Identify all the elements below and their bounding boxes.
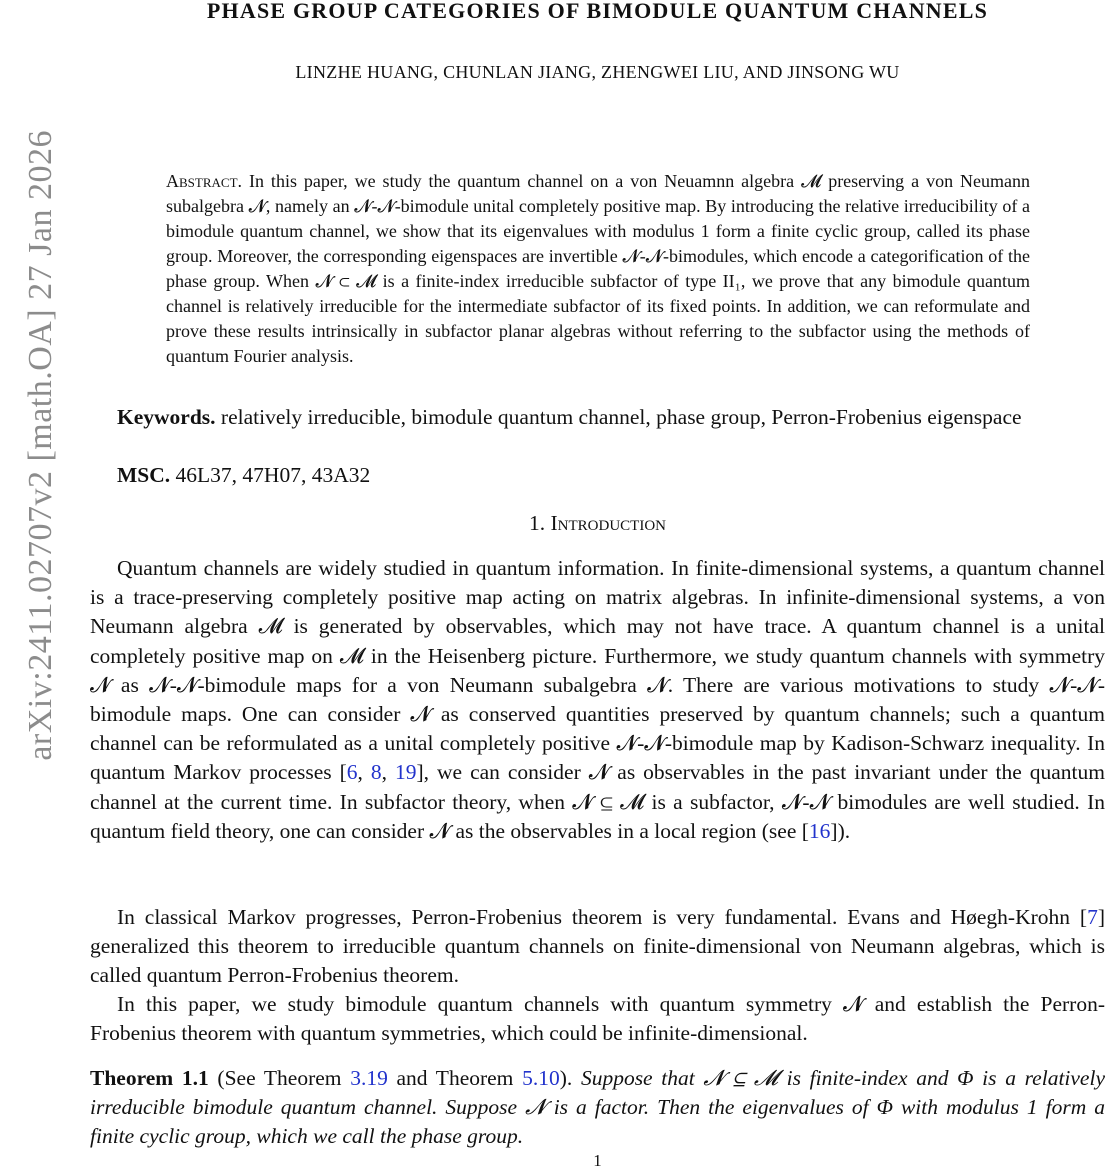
section-title: Introduction: [550, 511, 666, 535]
theorem-see: (See Theorem: [217, 1066, 351, 1090]
citation-separator: ,: [357, 760, 371, 785]
paragraph-text: ] generalized this theorem to irreducible quantum channels on finite-dimensional von Neumann algebras, which is called quantum Perron-Frobenius theorem.: [90, 905, 1105, 988]
citation-link[interactable]: 6: [346, 760, 358, 785]
page-number: 1: [593, 1151, 602, 1170]
theorem-ref-link[interactable]: 3.19: [350, 1066, 388, 1090]
msc-text: 46L37, 47H07, 43A32: [175, 463, 371, 487]
keywords: [90, 403, 1105, 432]
keywords-label: Keywords.: [117, 405, 216, 429]
paragraph-this-paper: In this paper, we study bimodule quantum channels with quantum symmetry 𝓝 and establish the Perron-Frobenius theorem with quantum symmetries, which could be infinite-dimensional.: [90, 992, 1105, 1046]
paragraph-text: ], we can consider 𝓝 as observables in the past invariant under the quantum channel at the current time. In subfactor theory, when 𝓝 ⊆ 𝓜 is a subfactor, 𝓝-𝓝 bimodules are well studied. In quantum field theory, one can consider 𝓝 as the observables in a local region (see [: [90, 760, 1105, 843]
theorem-ref-link[interactable]: 5.10: [522, 1066, 560, 1090]
section-heading: [90, 511, 1105, 536]
keywords-text: relatively irreducible, bimodule quantum channel, phase group, Perron-Frobenius eigenspace: [220, 405, 1022, 429]
citation-link[interactable]: 7: [1087, 905, 1098, 929]
section-number: 1.: [529, 511, 546, 535]
paragraph-text: In classical Markov progresses, Perron-Frobenius theorem is very fundamental. Evans and Høegh-Krohn [: [117, 905, 1088, 929]
theorem-see: and Theorem: [387, 1066, 523, 1090]
theorem-statement: Suppose that 𝓝 ⊆ 𝓜 is finite-index and Φ is a relatively irreducible bimodule quantum channel. Suppose 𝓝 is a factor. Then the eigenvalues of Φ with modulus 1 form a finite cyclic group, which we call the phase group.: [90, 1066, 1105, 1149]
citation-link[interactable]: 16: [808, 818, 831, 843]
paragraph-text: ]).: [830, 818, 851, 843]
paragraph-intro: [90, 554, 1105, 846]
abstract: [166, 169, 1030, 369]
author-list: LINZHE HUANG, CHUNLAN JIANG, ZHENGWEI LIU, AND JINSONG WU: [295, 62, 900, 82]
msc-codes: [117, 461, 370, 490]
paragraph-perron-frobenius: [90, 903, 1105, 991]
paragraph-text: Quantum channels are widely studied in quantum information. In finite-dimensional systems, a quantum channel is a trace-preserving completely positive map acting on matrix algebras. In infinite-dimensional systems, a von Neumann algebra 𝓜 is generated by observables, which may not have trace. A quantum channel is a unital completely positive map on 𝓜 in the Heisenberg picture. Furthermore, we study quantum channels with symmetry 𝓝 as 𝓝-𝓝-bimodule maps for a von Neumann subalgebra 𝓝. There are various motivations to study 𝓝-𝓝-bimodule maps. One can consider 𝓝 as conserved quantities preserved by quantum channels; such a quantum channel can be reformulated as a unital completely positive 𝓝-𝓝-bimodule map by Kadison-Schwarz inequality. In quantum Markov processes [: [90, 556, 1105, 785]
theorem-label: Theorem 1.1: [90, 1066, 209, 1090]
msc-label: MSC.: [117, 463, 171, 487]
theorem-1-1: [90, 1064, 1105, 1152]
citation-separator: ,: [381, 760, 396, 785]
abstract-text: In this paper, we study the quantum channel on a von Neuamnn algebra 𝓜 preserving a von Neumann subalgebra 𝓝, namely an 𝓝-𝓝-bimodule unital completely positive map. By introducing the relative irreducibility of a bimodule quantum channel, we show that its eigenvalues with modulus 1 form a finite cyclic group, called its phase group. Moreover, the corresponding eigenspaces are invertible 𝓝-𝓝-bimodules, which encode a categorification of the phase group. When 𝓝 ⊂ 𝓜 is a finite-index irreducible subfactor of type II₁, we prove that any bimodule quantum channel is relatively irreducible for the intermediate subfactor of its fixed points. In addition, we can reformulate and prove these results intrinsically in subfactor planar algebras without referring to the subfactor using the methods of quantum Fourier analysis.: [166, 171, 1031, 366]
citation-link[interactable]: 8: [370, 760, 382, 785]
abstract-label: Abstract.: [166, 171, 243, 191]
arxiv-stamp: arXiv:2411.02707v2 [math.OA] 27 Jan 2026: [22, 130, 59, 761]
paper-title: PHASE GROUP CATEGORIES OF BIMODULE QUANTUM CHANNELS: [206, 0, 989, 23]
citation-link[interactable]: 19: [395, 760, 417, 785]
theorem-see: ).: [559, 1066, 573, 1090]
